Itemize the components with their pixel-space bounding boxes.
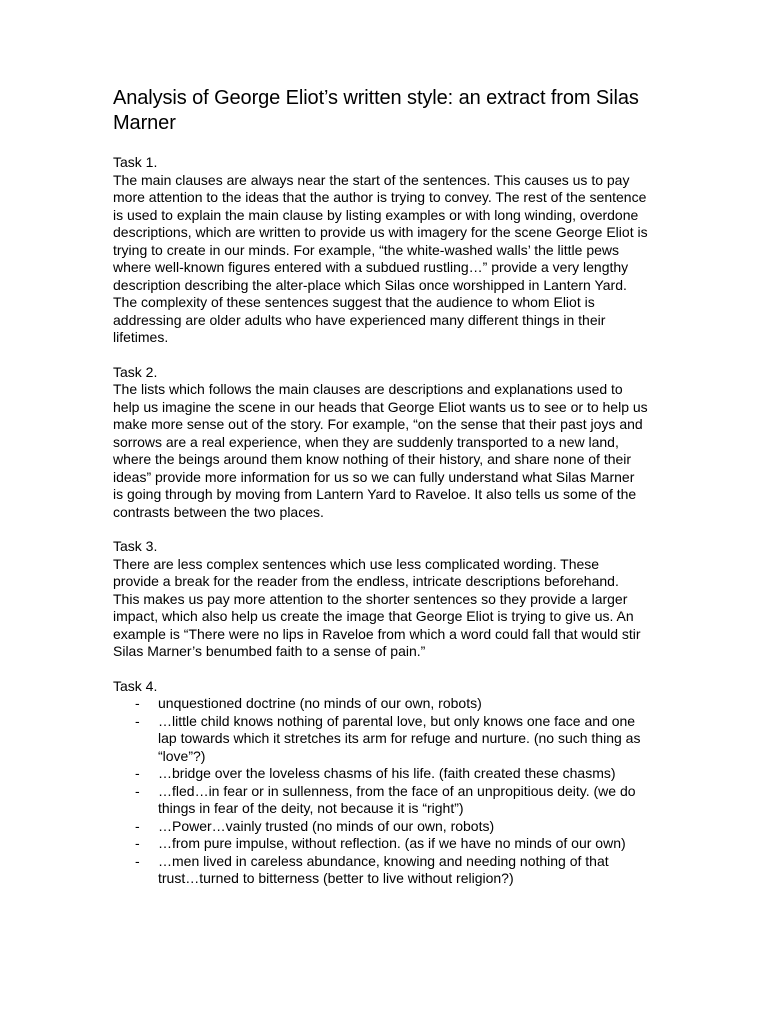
list-item <box>113 835 648 853</box>
task-2-paragraph: The lists which follows the main clauses are descriptions and explanations used to help us imagine the scene in our heads that George Eliot wants us to see or to help us make more sense out of the story. For example, “on the sense that their past joys and sorrows are a real experience, when they are suddenly transported to a new land, where the beings around them know nothing of their history, and share none of their ideas” provide more information for us so we can fully understand what Silas Marner is going through by moving from Lantern Yard to Raveloe. It also tells us some of the contrasts between the two places. <box>113 381 648 520</box>
list-item <box>113 783 648 818</box>
task-3-heading: Task 3. <box>113 538 158 554</box>
list-item <box>113 765 648 783</box>
bullet-dash: - <box>135 817 140 834</box>
bullet-dash: - <box>135 712 140 729</box>
task-3-section <box>113 538 648 661</box>
list-item-text: …bridge over the loveless chasms of his life. (faith created these chasms) <box>158 765 616 781</box>
task-1-heading: Task 1. <box>113 154 158 170</box>
bullet-dash: - <box>135 852 140 869</box>
task-4-list <box>113 695 648 888</box>
list-item <box>113 818 648 836</box>
list-item-text: …Power…vainly trusted (no minds of our own, robots) <box>158 817 495 834</box>
list-item <box>113 695 648 713</box>
task-2-section <box>113 364 648 522</box>
list-item <box>113 853 648 888</box>
task-1-paragraph: The main clauses are always near the start of the sentences. This causes us to pay more attention to the ideas that the author is trying to convey. The rest of the sentence is used to explain the main clause by listing examples or with long winding, overdone descriptions, which are written to provide us with imagery for the scene George Eliot is trying to create in our minds. For example, “the white-washed walls’ the little pews where well-known figures entered with a subdued rustling…” provide a very lengthy description describing the alter-place which Silas once worshipped in Lantern Yard. The complexity of these sentences suggest that the audience to whom Eliot is addressing are older adults who have experienced many different things in their lifetimes. <box>113 171 648 345</box>
bullet-dash: - <box>135 695 140 711</box>
list-item-text: unquestioned doctrine (no minds of our own, robots) <box>158 695 482 711</box>
document-title: Analysis of George Eliot’s written style: an extract from Silas Marner <box>113 87 639 134</box>
task-4-heading: Task 4. <box>113 677 158 694</box>
task-4-section <box>113 678 648 888</box>
list-item-text: …fled…in fear or in sullenness, from the face of an unpropitious deity. (we do things in fear of the deity, not because it is “right”) <box>158 782 636 816</box>
task-1-section <box>113 154 648 347</box>
bullet-dash: - <box>135 782 140 799</box>
list-item-text: …little child knows nothing of parental love, but only knows one face and one lap towards which it stretches its arm for refuge and nurture. (no such thing as “love”?) <box>158 712 641 764</box>
bullet-dash: - <box>135 765 140 781</box>
list-item-text: …from pure impulse, without reflection. (as if we have no minds of our own) <box>158 835 626 851</box>
bullet-dash: - <box>135 835 140 851</box>
task-3-paragraph: There are less complex sentences which use less complicated wording. These provide a break for the reader from the endless, intricate descriptions beforehand. This makes us pay more attention to the shorter sentences so they provide a larger impact, which also help us create the image that George Eliot is trying to give us. An example is “There were no lips in Raveloe from which a word could fall that would stir Silas Marner’s benumbed faith to a sense of pain.” <box>113 555 641 659</box>
list-item <box>113 713 648 766</box>
task-2-heading: Task 2. <box>113 363 158 380</box>
list-item-text: …men lived in careless abundance, knowing and needing nothing of that trust…turned to bitterness (better to live without religion?) <box>158 852 609 886</box>
